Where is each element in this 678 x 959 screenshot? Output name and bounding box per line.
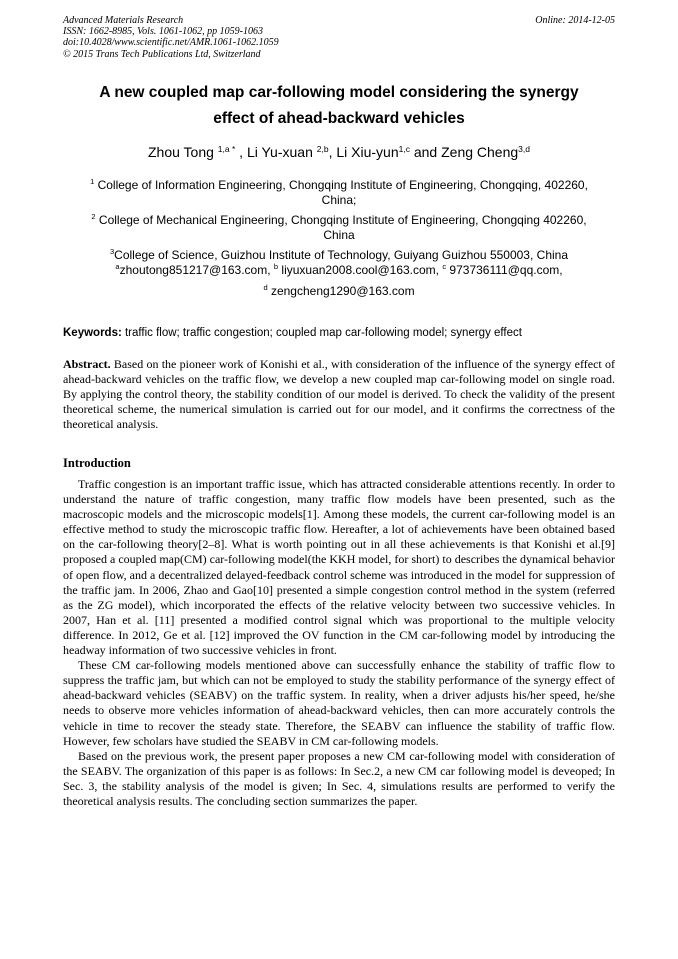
email-c: 973736111@qq.com, — [446, 263, 563, 277]
email-a-marker: a — [115, 262, 120, 271]
journal-header — [63, 15, 615, 60]
affiliation-1 — [60, 178, 618, 208]
author-4-affiliation: 3,d — [518, 144, 530, 154]
journal-doi: doi:10.4028/www.scientific.net/AMR.1061-1062.1059 — [63, 37, 279, 49]
affiliation-1-marker: 1 — [90, 177, 95, 186]
affiliation-1-line-2: China; — [321, 193, 357, 207]
author-2-affiliation: 2,b — [316, 144, 329, 154]
email-a: zhoutong851217@163.com, — [119, 263, 274, 277]
keywords-text: traffic flow; traffic congestion; coupled map car-following model; synergy effect — [121, 327, 522, 339]
abstract-text: Based on the pioneer work of Konishi et al., with consideration of the influence of the synergy effect of ahead-backward vehicles on the traffic flow, we develop a new coupled map car-following model on single road. By applying the control theory, the stability condition of our model is derived. To check the validity of the present theoretical scheme, the numerical simulation is carried out for our model, and it confirms the correctness of the theoretical analysis. — [63, 357, 615, 431]
email-b: liyuxuan2008.cool@163.com, — [278, 263, 443, 277]
section-heading-introduction: Introduction — [63, 456, 131, 470]
keywords-label: Keywords: — [63, 327, 122, 339]
journal-issn: ISSN: 1662-8985, Vols. 1061-1062, pp 1059-1063 — [63, 26, 263, 38]
author-1: Zhou Tong — [147, 144, 218, 160]
author-4: and Zeng Cheng — [409, 144, 519, 160]
affiliation-3-line-1: College of Science, Guizhou Institute of Technology, Guiyang Guizhou 550003, China — [114, 248, 569, 262]
affiliation-2 — [60, 213, 618, 243]
introduction-body — [63, 477, 615, 809]
author-2: , Li Yu-xuan — [235, 144, 317, 160]
email-d-marker: d — [263, 283, 268, 292]
body-paragraph-1: Traffic congestion is an important traffic issue, which has attracted considerable attentions recently. In order to understand the nature of traffic congestion, many traffic flow models have been presented, such as the macroscopic models and the microscopic models[1]. Among these models, the current car-following model is an effective method to study the microscopic traffic flow. Hereafter, a lot of achievements have been obtained based on the car-following theory[2–8]. What is worth pointing out in all these achievements is that Konishi et al.[9] proposed a coupled map(CM) car-following model(the KKH model, for short) to describes the dynamical behavior of open flow, and a decentralized delayed-feedback control scheme was introduced in the model for suppression of the traffic jam. In 2006, Zhao and Gao[10] presented a simple congestion control method in the system (referred as the ZG model), which incorporated the effects of the relative velocity between two successive vehicles. In 2007, Han et al. [11] presented a modified control signal which was proportional to the multiple velocity difference. In 2012, Ge et al. [12] improved the OV function in the CM car-following model by introducing the headway information of two successive vehicles in front. — [63, 477, 615, 658]
journal-copyright: © 2015 Trans Tech Publications Ltd, Switzerland — [63, 48, 261, 60]
abstract-label: Abstract. — [63, 357, 111, 371]
email-line-1 — [60, 263, 618, 278]
body-paragraph-2: These CM car-following models mentioned above can successfully enhance the stability of traffic flow to suppress the traffic jam, but which can not be employed to study the stability performance of the synergy effect of ahead-backward vehicles (SEABV) on the traffic system. In reality, when a driver adjusts his/her speed, he/she needs to observe more vehicles information of ahead-backward vehicles, then can more accurately controls the vehicle in time to recover the steady state. Therefore, the SEABV can influence the stability of traffic flow. However, few scholars have studied the SEABV in CM car-following models. — [63, 658, 615, 748]
author-3: , Li Xiu-yun — [328, 144, 399, 160]
title-line-2: effect of ahead-backward vehicles — [213, 110, 465, 127]
affiliation-1-line-1: College of Information Engineering, Chongqing Institute of Engineering, Chongqing, 402260, — [97, 178, 588, 192]
title-line-1: A new coupled map car-following model considering the synergy — [99, 84, 579, 101]
author-1-affiliation: 1,a * — [217, 144, 236, 154]
email-d: zengcheng1290@163.com — [267, 284, 415, 298]
author-3-affiliation: 1,c — [398, 144, 410, 154]
journal-name: Advanced Materials Research — [63, 15, 184, 26]
keywords — [63, 326, 615, 340]
affiliation-2-marker: 2 — [91, 212, 96, 221]
affiliation-2-line-1: College of Mechanical Engineering, Chongqing Institute of Engineering, Chongqing 402260, — [98, 213, 587, 227]
affiliation-2-line-2: China — [323, 228, 355, 242]
paper-title — [40, 80, 638, 132]
email-line-2 — [60, 284, 618, 299]
author-list — [40, 142, 638, 162]
email-b-marker: b — [273, 262, 279, 271]
body-paragraph-3: Based on the previous work, the present paper proposes a new CM car-following model with consideration of the SEABV. The organization of this paper is as follows: In Sec.2, a new CM car following model is deveoped; In Sec. 3, the stability analysis of the model is given; In Sec. 4, simulations results are performed to verify the theoretical analysis results. The concluding section summarizes the paper. — [63, 748, 615, 808]
online-date: Online: 2014-12-05 — [535, 15, 615, 26]
abstract — [63, 357, 615, 432]
affiliation-3 — [60, 248, 618, 278]
email-c-marker: c — [442, 262, 447, 271]
affiliation-3-marker: 3 — [109, 247, 115, 256]
